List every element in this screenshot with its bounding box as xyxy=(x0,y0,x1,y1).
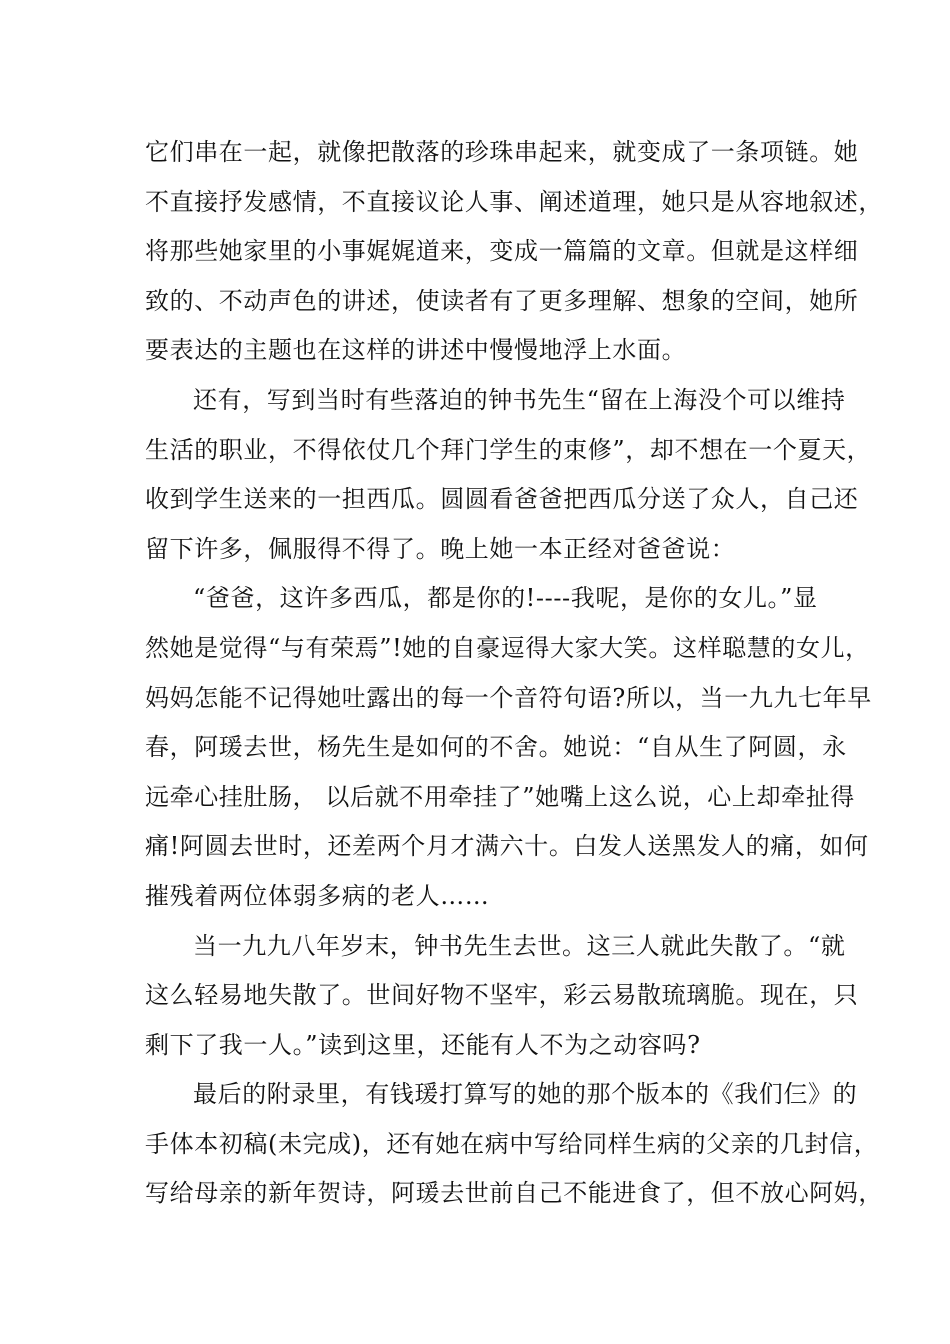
text-line: 手体本初稿(未完成)，还有她在病中写给同样生病的父亲的几封信， xyxy=(145,1129,879,1158)
text-line: 要表达的主题也在这样的讲述中慢慢地浮上水面。 xyxy=(145,336,687,365)
text-line: 致的、不动声色的讲述，使读者有了更多理解、想象的空间，她所 xyxy=(145,286,859,315)
text-line: 春，阿瑗去世，杨先生是如何的不舍。她说：“自从生了阿圆，永 xyxy=(145,733,847,762)
text-line: 然她是觉得“与有荣焉”!她的自豪逗得大家大笑。这样聪慧的女儿， xyxy=(145,633,870,662)
text-line: 留下许多，佩服得不得了。晚上她一本正经对爸爸说： xyxy=(145,534,736,563)
text-line: 剩下了我一人。”读到这里，还能有人不为之动容吗? xyxy=(145,1030,701,1059)
paragraph-first-line: “爸爸，这许多西瓜，都是你的!----我呢，是你的女儿。”显 xyxy=(193,584,818,613)
text-line: 写给母亲的新年贺诗，阿瑗去世前自己不能进食了，但不放心阿妈， xyxy=(145,1179,883,1208)
text-line: 远牵心挂肚肠， 以后就不用牵挂了”她嘴上这么说，心上却牵扯得 xyxy=(145,782,855,811)
paragraph-first-line: 还有，写到当时有些落迫的钟书先生“留在上海没个可以维持 xyxy=(193,385,846,414)
paragraph-first-line: 当一九九八年岁末，钟书先生去世。这三人就此失散了。“就 xyxy=(193,931,846,960)
document-body xyxy=(145,128,883,1219)
text-line: 收到学生送来的一担西瓜。圆圆看爸爸把西瓜分送了众人，自己还 xyxy=(145,485,859,514)
text-line: 摧残着两位体弱多病的老人…… xyxy=(145,881,490,910)
text-line: 它们串在一起，就像把散落的珍珠串起来，就变成了一条项链。她 xyxy=(145,138,859,166)
text-line: 这么轻易地失散了。世间好物不坚牢，彩云易散琉璃脆。现在，只 xyxy=(145,981,859,1010)
paragraph-first-line: 最后的附录里，有钱瑗打算写的她的那个版本的《我们仨》的 xyxy=(193,1080,858,1109)
text-line: 生活的职业，不得依仗几个拜门学生的束修”，却不想在一个夏天， xyxy=(145,435,872,464)
text-line: 不直接抒发感情，不直接议论人事、阐述道理，她只是从容地叙述， xyxy=(145,187,883,216)
text-line: 将那些她家里的小事娓娓道来，变成一篇篇的文章。但就是这样细 xyxy=(145,237,859,266)
text-line: 痛!阿圆去世时，还差两个月才满六十。白发人送黑发人的痛，如何 xyxy=(145,832,869,861)
text-line: 妈妈怎能不记得她吐露出的每一个音符句语?所以，当一九九七年早 xyxy=(145,683,872,712)
